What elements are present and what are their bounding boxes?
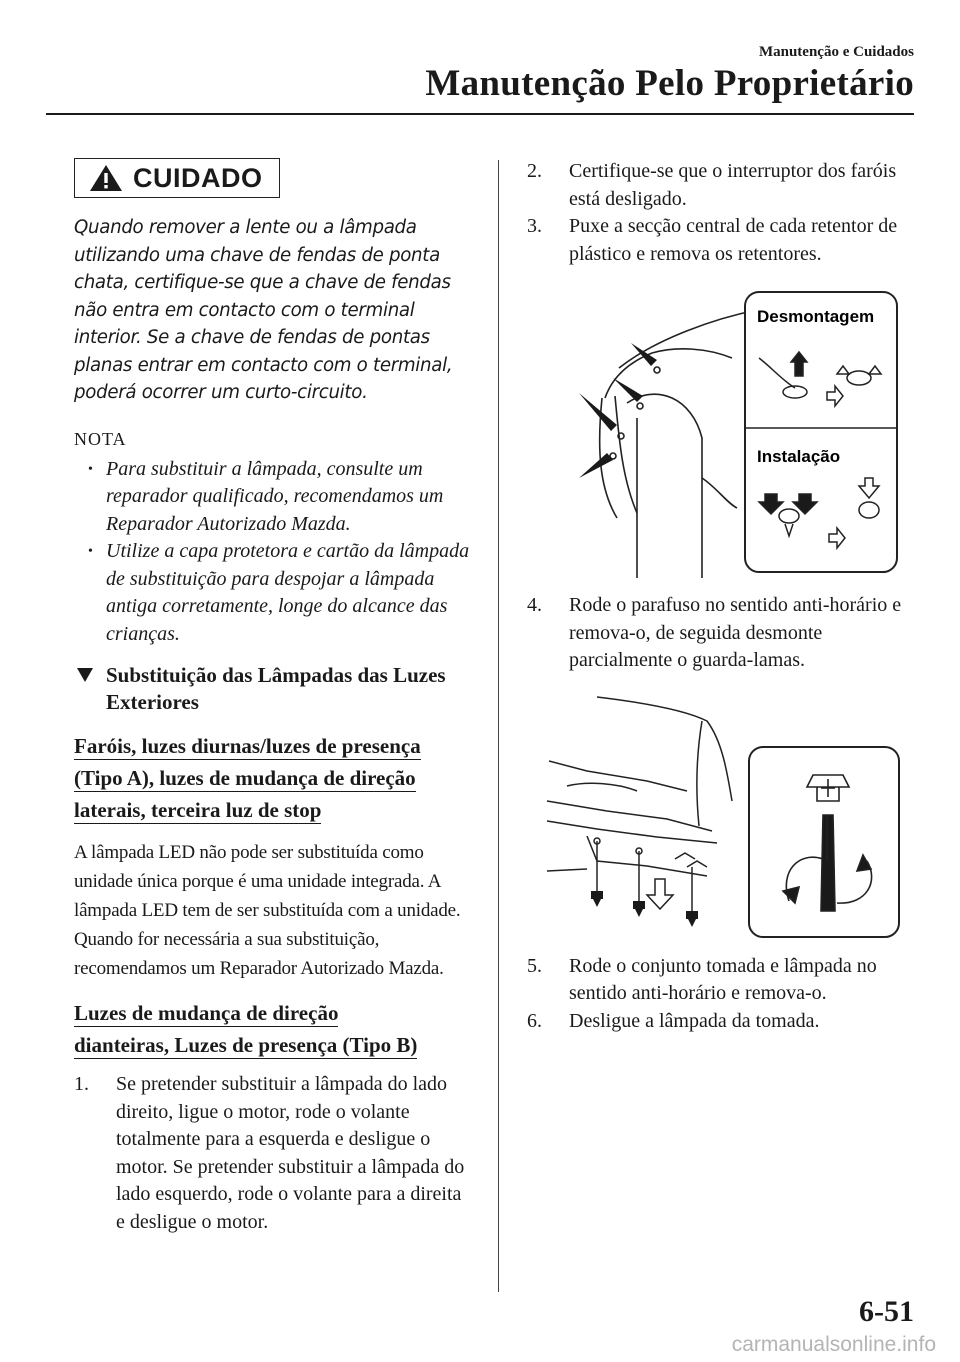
note-item: • Utilize a capa protetora e cartão da lâmpada de substituição para despojar a lâmpada antiga corretamente, longe do alcance das crianças.: [74, 538, 470, 648]
column-divider: [498, 160, 499, 1292]
subsection-heading-turn-signals: Luzes de mudança de direção dianteiras, Luzes de presença (Tipo B): [74, 1001, 418, 1057]
caution-box: [74, 158, 280, 198]
warning-icon: [89, 163, 123, 193]
steps-left: [74, 1071, 470, 1236]
triangle-down-icon: [76, 667, 94, 683]
step-item: 4. Rode o parafuso no sentido anti-horário e remova-o, de seguida desmonte parcialmente o guarda-lamas.: [527, 594, 902, 671]
header-section: Manutenção e Cuidados: [758, 44, 914, 60]
step-item: 2. Certifique-se que o interruptor dos faróis está desligado.: [527, 160, 897, 210]
retainer-figure: [527, 288, 907, 578]
header-rule: [46, 113, 914, 115]
step-item: 3. Puxe a secção central de cada retentor de plástico e remova os retentores.: [527, 215, 898, 265]
page-title: Manutenção Pelo Proprietário: [425, 63, 914, 104]
caution-text: Quando remover a lente ou a lâmpada utilizando uma chave de fendas de ponta chata, certifique-se que a chave de fendas não entra em contacto com o terminal interior. Se a chave de fendas de pontas planas entrar em contacto com o terminal, poderá ocorrer um curto-circuito.: [74, 217, 453, 403]
note-item: • Para substituir a lâmpada, consulte um reparador qualificado, recomendamos um Reparador Autorizado Mazda.: [74, 456, 470, 539]
caution-label: CUIDADO: [133, 162, 263, 193]
installation-label: Instalação: [757, 447, 841, 466]
subsection-heading-leds: Faróis, luzes diurnas/luzes de presença (Tipo A), luzes de mudança de direção laterais, terceira luz de stop: [74, 734, 421, 822]
steps-right-a: [527, 158, 917, 268]
step-item: 5. Rode o conjunto tomada e lâmpada no sentido anti-horário e remova-o.: [527, 954, 877, 1004]
section-heading: Substituição das Lâmpadas das Luzes Exteriores: [74, 662, 470, 716]
page-number: 6-51: [859, 1295, 914, 1328]
steps-right-c: [527, 953, 917, 1036]
fender-screw-figure: [527, 691, 907, 941]
note-list: [74, 456, 470, 649]
right-column: [527, 158, 917, 1035]
steps-right-b: [527, 592, 917, 675]
left-column: [74, 158, 470, 1236]
note-title: NOTA: [74, 428, 127, 449]
step-item: 1. Se pretender substituir a lâmpada do lado direito, ligue o motor, rode o volante totalmente para a esquerda e desligue o motor. Se pretender substituir a lâmpada do lado esquerdo, rode o volante para a direita e desligue o motor.: [74, 1073, 465, 1233]
led-paragraph: A lâmpada LED não pode ser substituída como unidade única porque é uma unidade integrada. A lâmpada LED tem de ser substituída com a unidade. Quando for necessária a sua substituição, recomendamos um Reparador Autorizado Mazda.: [74, 842, 461, 979]
disassembly-label: Desmontagem: [757, 307, 875, 326]
step-item: 6. Desligue a lâmpada da tomada.: [527, 1009, 820, 1032]
watermark: carmanualsonline.info: [731, 1333, 936, 1356]
